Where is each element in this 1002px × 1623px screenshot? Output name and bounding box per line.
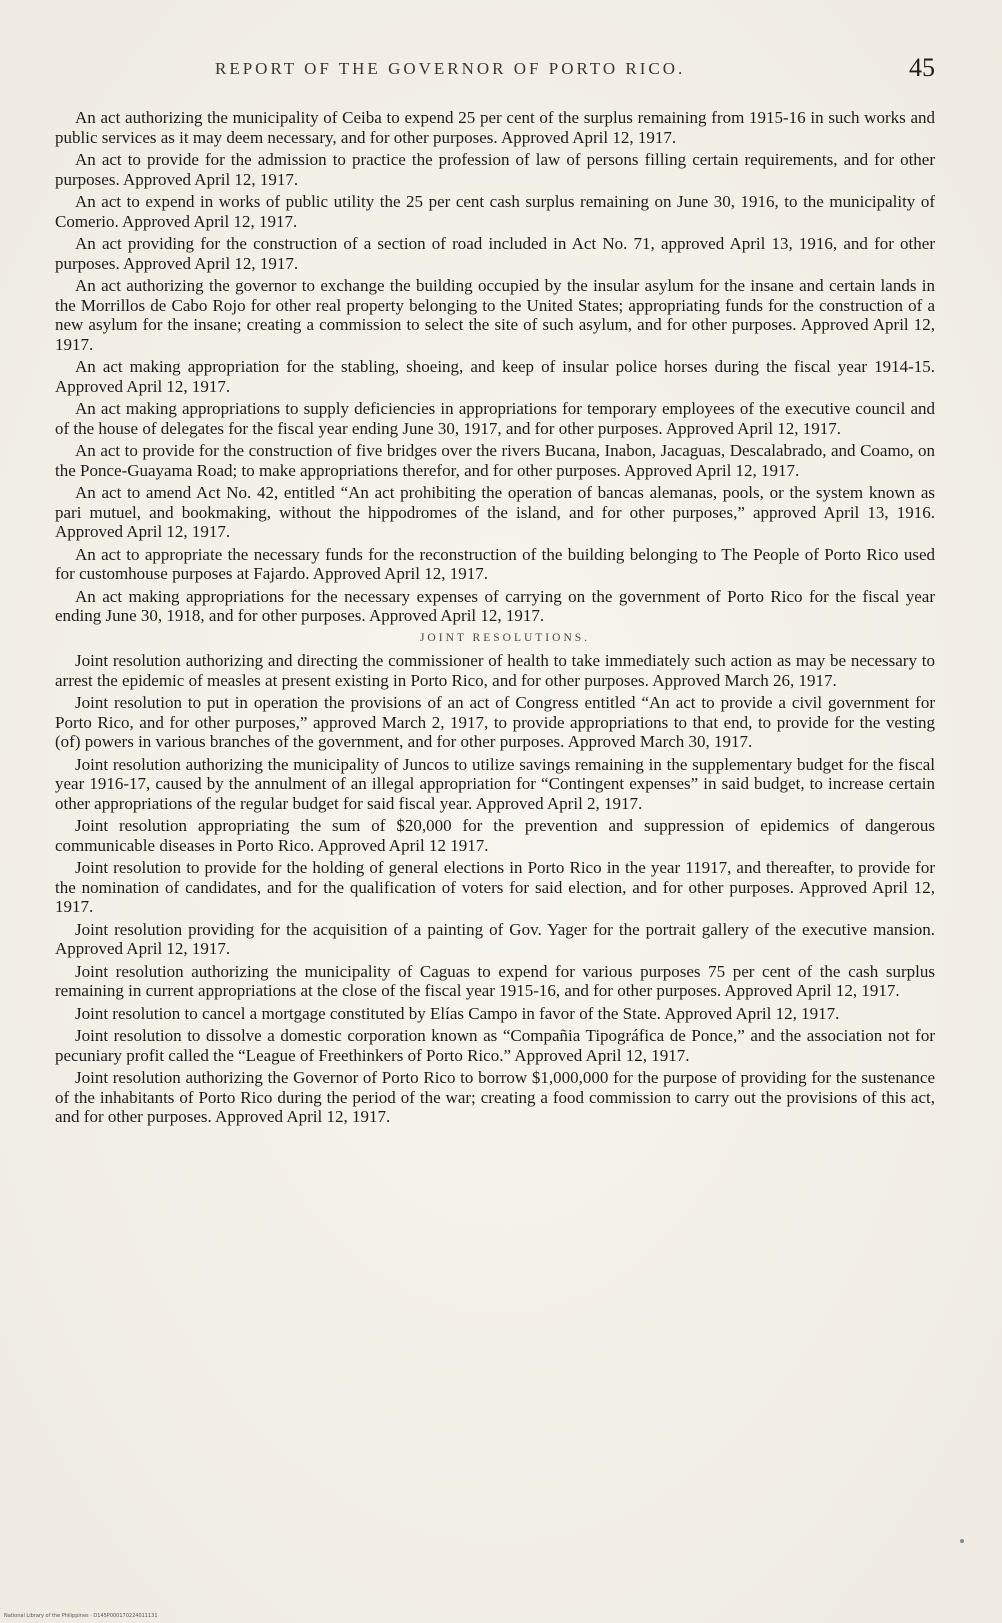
act-paragraph: An act to amend Act No. 42, entitled “An act prohibiting the operation of bancas alemanas, pools, or the system known as pari mutuel, and bookmaking, without the hippodromes of the island, and for other purposes,” approved April 13, 1916. Approved April 12, 1917. — [55, 483, 935, 541]
act-paragraph: An act to provide for the construction of five bridges over the rivers Bucana, Inabon, Jacaguas, Descalabrado, and Coamo, on the Ponce-Guayama Road; to make appropriations therefor, and for other purposes. Approved April 12, 1917. — [55, 441, 935, 480]
act-paragraph: An act making appropriations for the necessary expenses of carrying on the government of Porto Rico for the fiscal year ending June 30, 1918, and for other purposes. Approved April 12, 1917. — [55, 586, 935, 625]
page-header — [55, 55, 935, 85]
running-head: REPORT OF THE GOVERNOR OF PORTO RICO. — [215, 59, 686, 78]
act-paragraph: An act authorizing the municipality of Ceiba to expend 25 per cent of the surplus remaining from 1915-16 in such works and public services as it may deem necessary, and for other purposes. Approved April 12, 1917. — [55, 108, 935, 147]
act-paragraph: An act providing for the construction of a section of road included in Act No. 71, approved April 13, 1916, and for other purposes. Approved April 12, 1917. — [55, 234, 935, 273]
act-paragraph: An act authorizing the governor to exchange the building occupied by the insular asylum for the insane and certain lands in the Morrillos de Cabo Rojo for other real property belonging to the United States; appropriating funds for the construction of a new asylum for the insane; creating a commission to select the site of such asylum, and for other purposes. Approved April 12, 1917. — [55, 276, 935, 354]
act-paragraph: An act to expend in works of public utility the 25 per cent cash surplus remaining on June 30, 1916, to the municipality of Comerio. Approved April 12, 1917. — [55, 192, 935, 231]
joint-resolution-paragraph: Joint resolution authorizing and directing the commissioner of health to take immediately such action as may be necessary to arrest the epidemic of measles at present existing in Porto Rico, and for other purposes. Approved March 26, 1917. — [55, 651, 935, 690]
joint-resolution-paragraph: Joint resolution authorizing the municipality of Caguas to expend for various purposes 75 per cent of the cash surplus remaining in current appropriations at the close of the fiscal year 1915-16, and for other purposes. Approved April 12, 1917. — [55, 961, 935, 1000]
act-paragraph: An act making appropriation for the stabling, shoeing, and keep of insular police horses during the fiscal year 1914-15. Approved April 12, 1917. — [55, 357, 935, 396]
joint-resolution-paragraph: Joint resolution appropriating the sum of $20,000 for the prevention and suppression of epidemics of dangerous communicable diseases in Porto Rico. Approved April 12 1917. — [55, 816, 935, 855]
page-body — [55, 108, 935, 1130]
scan-speck — [960, 1539, 964, 1543]
joint-resolution-paragraph: Joint resolution to put in operation the provisions of an act of Congress entitled “An act to provide a civil government for Porto Rico, and for other purposes,” approved March 2, 1917, to provide appropriations to that end, to provide for the vesting (of) powers in various branches of the government, and for other purposes. Approved March 30, 1917. — [55, 693, 935, 751]
digitization-stamp: National Library of the Philippines · D145P000170224011131 — [4, 1613, 158, 1619]
page-number: 45 — [909, 53, 935, 82]
joint-resolution-paragraph: Joint resolution to provide for the holding of general elections in Porto Rico in the year 11917, and thereafter, to provide for the nomination of candidates, and for the qualification of voters for said election, and for other purposes. Approved April 12, 1917. — [55, 858, 935, 916]
joint-resolution-paragraph: Joint resolution to dissolve a domestic corporation known as “Compañia Tipográfica de Ponce,” and the association not for pecuniary profit called the “League of Freethinkers of Porto Rico.” Approved April 12, 1917. — [55, 1026, 935, 1065]
act-paragraph: An act to provide for the admission to practice the profession of law of persons filling certain requirements, and for other purposes. Approved April 12, 1917. — [55, 150, 935, 189]
act-paragraph: An act to appropriate the necessary funds for the reconstruction of the building belonging to The People of Porto Rico used for customhouse purposes at Fajardo. Approved April 12, 1917. — [55, 544, 935, 583]
joint-resolution-paragraph: Joint resolution authorizing the Governor of Porto Rico to borrow $1,000,000 for the purpose of providing for the sustenance of the inhabitants of Porto Rico during the period of the war; creating a food commission to carry out the provisions of this act, and for other purposes. Approved April 12, 1917. — [55, 1068, 935, 1126]
joint-resolution-paragraph: Joint resolution authorizing the municipality of Juncos to utilize savings remaining in the supplementary budget for the fiscal year 1916-17, caused by the annulment of an illegal appropriation for “Contingent expenses” in said budget, to increase certain other appropriations of the regular budget for said fiscal year. Approved April 2, 1917. — [55, 754, 935, 813]
joint-resolution-paragraph: Joint resolution providing for the acquisition of a painting of Gov. Yager for the portrait gallery of the executive mansion. Approved April 12, 1917. — [55, 919, 935, 958]
section-heading-joint-resolutions: JOINT RESOLUTIONS. — [419, 631, 591, 644]
act-paragraph: An act making appropriations to supply deficiencies in appropriations for temporary employees of the executive council and of the house of delegates for the fiscal year ending June 30, 1917, and for other purposes. Approved April 12, 1917. — [55, 399, 935, 438]
joint-resolution-paragraph: Joint resolution to cancel a mortgage constituted by Elías Campo in favor of the State. Approved April 12, 1917. — [75, 1003, 840, 1023]
